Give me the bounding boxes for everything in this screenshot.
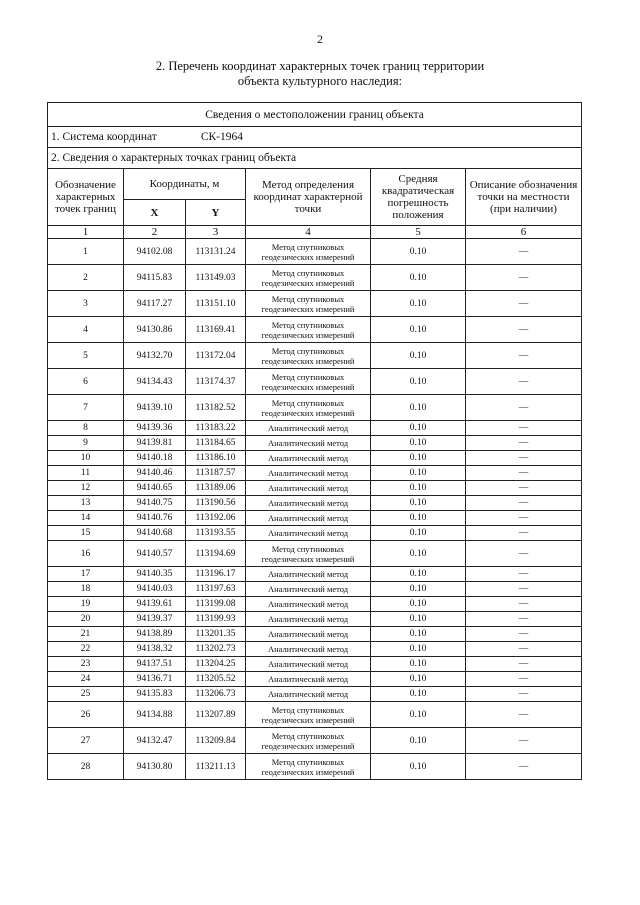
table-row	[48, 421, 582, 436]
error-value: 0.10	[371, 687, 466, 702]
table-row	[48, 672, 582, 687]
dash-mark: —	[518, 298, 529, 309]
method: Метод спутниковых геодезических измерений	[246, 317, 371, 343]
x-coordinate: 94140.57	[124, 541, 186, 567]
point-description	[466, 496, 582, 511]
x-coordinate: 94115.83	[124, 265, 186, 291]
x-coordinate: 94135.83	[124, 687, 186, 702]
error-value: 0.10	[371, 541, 466, 567]
y-coordinate: 113206.73	[186, 687, 246, 702]
point-description	[466, 451, 582, 466]
y-coordinate: 113197.63	[186, 582, 246, 597]
col-number: 3	[186, 226, 246, 239]
dash-mark: —	[518, 483, 529, 493]
dash-mark: —	[518, 689, 529, 699]
point-number: 1	[48, 239, 124, 265]
error-value: 0.10	[371, 239, 466, 265]
dash-mark: —	[518, 246, 529, 257]
error-value: 0.10	[371, 728, 466, 754]
point-description	[466, 436, 582, 451]
table-row	[48, 317, 582, 343]
error-value: 0.10	[371, 511, 466, 526]
point-number: 6	[48, 369, 124, 395]
dash-mark: —	[518, 350, 529, 361]
table-row	[48, 343, 582, 369]
point-description	[466, 597, 582, 612]
dash-mark: —	[518, 674, 529, 684]
error-value: 0.10	[371, 567, 466, 582]
header-description: Описание обозначения точки на местности (при наличии)	[466, 169, 582, 226]
table-row	[48, 496, 582, 511]
error-value: 0.10	[371, 526, 466, 541]
dash-mark: —	[518, 324, 529, 335]
point-number: 3	[48, 291, 124, 317]
points-section-label: 2. Сведения о характерных точках границ объекта	[48, 148, 582, 169]
header-y: Y	[186, 200, 246, 226]
error-value: 0.10	[371, 642, 466, 657]
title-line-1: 2. Перечень координат характерных точек границ территории	[155, 59, 485, 73]
method: Аналитический метод	[246, 612, 371, 627]
dash-mark: —	[518, 584, 529, 594]
method: Аналитический метод	[246, 466, 371, 481]
point-description	[466, 657, 582, 672]
y-coordinate: 113205.52	[186, 672, 246, 687]
y-coordinate: 113182.52	[186, 395, 246, 421]
point-description	[466, 239, 582, 265]
point-number: 21	[48, 627, 124, 642]
method: Метод спутниковых геодезических измерений	[246, 754, 371, 780]
y-coordinate: 113204.25	[186, 657, 246, 672]
coord-system-value: СК-1964	[200, 131, 244, 143]
table-row	[48, 291, 582, 317]
table-row	[48, 239, 582, 265]
table-row	[48, 642, 582, 657]
error-value: 0.10	[371, 627, 466, 642]
col-number: 1	[48, 226, 124, 239]
dash-mark: —	[518, 402, 529, 413]
method: Метод спутниковых геодезических измерений	[246, 369, 371, 395]
point-number: 20	[48, 612, 124, 627]
table-row	[48, 597, 582, 612]
point-number: 15	[48, 526, 124, 541]
col-number: 4	[246, 226, 371, 239]
point-description	[466, 567, 582, 582]
point-description	[466, 672, 582, 687]
point-number: 12	[48, 481, 124, 496]
table-row	[48, 395, 582, 421]
point-description	[466, 466, 582, 481]
point-number: 25	[48, 687, 124, 702]
point-number: 10	[48, 451, 124, 466]
dash-mark: —	[518, 659, 529, 669]
x-coordinate: 94138.89	[124, 627, 186, 642]
point-description	[466, 511, 582, 526]
table-row	[48, 436, 582, 451]
error-value: 0.10	[371, 291, 466, 317]
coord-system-label: 1. Система координат	[51, 131, 157, 143]
error-value: 0.10	[371, 317, 466, 343]
point-description	[466, 421, 582, 436]
x-coordinate: 94140.65	[124, 481, 186, 496]
dash-mark: —	[518, 614, 529, 624]
point-number: 7	[48, 395, 124, 421]
x-coordinate: 94140.75	[124, 496, 186, 511]
method: Аналитический метод	[246, 597, 371, 612]
x-coordinate: 94139.36	[124, 421, 186, 436]
page-number: 2	[317, 32, 323, 46]
x-coordinate: 94138.32	[124, 642, 186, 657]
table-row	[48, 481, 582, 496]
coord-system-row	[48, 127, 582, 148]
dash-mark: —	[518, 735, 529, 746]
dash-mark: —	[518, 376, 529, 387]
error-value: 0.10	[371, 395, 466, 421]
point-number: 22	[48, 642, 124, 657]
point-description	[466, 291, 582, 317]
x-coordinate: 94134.43	[124, 369, 186, 395]
error-value: 0.10	[371, 265, 466, 291]
method: Аналитический метод	[246, 567, 371, 582]
method: Метод спутниковых геодезических измерений	[246, 395, 371, 421]
method: Аналитический метод	[246, 657, 371, 672]
dash-mark: —	[518, 599, 529, 609]
point-number: 14	[48, 511, 124, 526]
table-row	[48, 687, 582, 702]
y-coordinate: 113131.24	[186, 239, 246, 265]
method: Метод спутниковых геодезических измерений	[246, 702, 371, 728]
point-description	[466, 317, 582, 343]
dash-mark: —	[518, 548, 529, 559]
y-coordinate: 113172.04	[186, 343, 246, 369]
error-value: 0.10	[371, 466, 466, 481]
method: Аналитический метод	[246, 421, 371, 436]
table-row	[48, 582, 582, 597]
y-coordinate: 113149.03	[186, 265, 246, 291]
method: Аналитический метод	[246, 496, 371, 511]
point-description	[466, 687, 582, 702]
x-coordinate: 94102.08	[124, 239, 186, 265]
error-value: 0.10	[371, 481, 466, 496]
error-value: 0.10	[371, 702, 466, 728]
table-row	[48, 728, 582, 754]
method: Аналитический метод	[246, 672, 371, 687]
section-title: Сведения о местоположении границ объекта	[48, 103, 582, 127]
y-coordinate: 113174.37	[186, 369, 246, 395]
point-number: 28	[48, 754, 124, 780]
y-coordinate: 113183.22	[186, 421, 246, 436]
dash-mark: —	[518, 423, 529, 433]
table-row	[48, 541, 582, 567]
table-row	[48, 612, 582, 627]
point-number: 19	[48, 597, 124, 612]
point-number: 24	[48, 672, 124, 687]
x-coordinate: 94134.88	[124, 702, 186, 728]
y-coordinate: 113196.17	[186, 567, 246, 582]
header-error: Средняя квадратическая погрешность положения	[371, 169, 466, 226]
error-value: 0.10	[371, 369, 466, 395]
y-coordinate: 113199.08	[186, 597, 246, 612]
dash-mark: —	[518, 709, 529, 720]
error-value: 0.10	[371, 582, 466, 597]
y-coordinate: 113184.65	[186, 436, 246, 451]
dash-mark: —	[518, 761, 529, 772]
x-coordinate: 94140.68	[124, 526, 186, 541]
table-row	[48, 265, 582, 291]
point-number: 27	[48, 728, 124, 754]
x-coordinate: 94139.10	[124, 395, 186, 421]
method: Метод спутниковых геодезических измерений	[246, 265, 371, 291]
x-coordinate: 94132.47	[124, 728, 186, 754]
method: Метод спутниковых геодезических измерений	[246, 291, 371, 317]
table-row	[48, 567, 582, 582]
method: Аналитический метод	[246, 642, 371, 657]
error-value: 0.10	[371, 612, 466, 627]
table-row	[48, 526, 582, 541]
error-value: 0.10	[371, 451, 466, 466]
table-row	[48, 451, 582, 466]
dash-mark: —	[518, 498, 529, 508]
y-coordinate: 113201.35	[186, 627, 246, 642]
method: Метод спутниковых геодезических измерений	[246, 343, 371, 369]
point-description	[466, 541, 582, 567]
dash-mark: —	[518, 513, 529, 523]
method: Аналитический метод	[246, 436, 371, 451]
y-coordinate: 113193.55	[186, 526, 246, 541]
table-row	[48, 369, 582, 395]
x-coordinate: 94139.81	[124, 436, 186, 451]
dash-mark: —	[518, 272, 529, 283]
header-coordinates: Координаты, м	[124, 169, 246, 200]
y-coordinate: 113199.93	[186, 612, 246, 627]
method: Аналитический метод	[246, 582, 371, 597]
col-number: 6	[466, 226, 582, 239]
table-row	[48, 702, 582, 728]
point-number: 16	[48, 541, 124, 567]
col-number: 5	[371, 226, 466, 239]
point-number: 9	[48, 436, 124, 451]
point-description	[466, 612, 582, 627]
table-row	[48, 466, 582, 481]
coordinates-table	[47, 102, 582, 780]
header-method: Метод определения координат характерной точки	[246, 169, 371, 226]
x-coordinate: 94140.46	[124, 466, 186, 481]
method: Аналитический метод	[246, 526, 371, 541]
error-value: 0.10	[371, 496, 466, 511]
y-coordinate: 113192.06	[186, 511, 246, 526]
x-coordinate: 94140.03	[124, 582, 186, 597]
x-coordinate: 94139.61	[124, 597, 186, 612]
point-description	[466, 754, 582, 780]
x-coordinate: 94117.27	[124, 291, 186, 317]
dash-mark: —	[518, 438, 529, 448]
dash-mark: —	[518, 528, 529, 538]
error-value: 0.10	[371, 754, 466, 780]
point-number: 4	[48, 317, 124, 343]
point-description	[466, 728, 582, 754]
point-description	[466, 627, 582, 642]
point-description	[466, 526, 582, 541]
x-coordinate: 94139.37	[124, 612, 186, 627]
method: Аналитический метод	[246, 511, 371, 526]
error-value: 0.10	[371, 657, 466, 672]
header-x: X	[124, 200, 186, 226]
point-number: 2	[48, 265, 124, 291]
point-description	[466, 265, 582, 291]
dash-mark: —	[518, 468, 529, 478]
point-description	[466, 395, 582, 421]
x-coordinate: 94130.86	[124, 317, 186, 343]
method: Аналитический метод	[246, 627, 371, 642]
y-coordinate: 113211.13	[186, 754, 246, 780]
x-coordinate: 94137.51	[124, 657, 186, 672]
y-coordinate: 113169.41	[186, 317, 246, 343]
point-number: 17	[48, 567, 124, 582]
error-value: 0.10	[371, 343, 466, 369]
x-coordinate: 94140.18	[124, 451, 186, 466]
point-description	[466, 481, 582, 496]
dash-mark: —	[518, 453, 529, 463]
point-number: 8	[48, 421, 124, 436]
table-row	[48, 754, 582, 780]
y-coordinate: 113151.10	[186, 291, 246, 317]
error-value: 0.10	[371, 436, 466, 451]
point-description	[466, 343, 582, 369]
x-coordinate: 94140.76	[124, 511, 186, 526]
y-coordinate: 113189.06	[186, 481, 246, 496]
point-description	[466, 702, 582, 728]
x-coordinate: 94130.80	[124, 754, 186, 780]
col-number: 2	[124, 226, 186, 239]
point-number: 18	[48, 582, 124, 597]
x-coordinate: 94140.35	[124, 567, 186, 582]
table-row	[48, 627, 582, 642]
title-line-2: объекта культурного наследия:	[237, 74, 403, 88]
dash-mark: —	[518, 629, 529, 639]
y-coordinate: 113194.69	[186, 541, 246, 567]
y-coordinate: 113207.89	[186, 702, 246, 728]
dash-mark: —	[518, 644, 529, 654]
y-coordinate: 113190.56	[186, 496, 246, 511]
y-coordinate: 113187.57	[186, 466, 246, 481]
point-number: 23	[48, 657, 124, 672]
y-coordinate: 113209.84	[186, 728, 246, 754]
x-coordinate: 94136.71	[124, 672, 186, 687]
x-coordinate: 94132.70	[124, 343, 186, 369]
document-title	[60, 59, 580, 89]
method: Метод спутниковых геодезических измерений	[246, 239, 371, 265]
point-description	[466, 369, 582, 395]
method: Метод спутниковых геодезических измерений	[246, 728, 371, 754]
y-coordinate: 113202.73	[186, 642, 246, 657]
point-number: 11	[48, 466, 124, 481]
point-description	[466, 582, 582, 597]
table-row	[48, 657, 582, 672]
method: Метод спутниковых геодезических измерений	[246, 541, 371, 567]
method: Аналитический метод	[246, 451, 371, 466]
error-value: 0.10	[371, 597, 466, 612]
method: Аналитический метод	[246, 687, 371, 702]
point-number: 26	[48, 702, 124, 728]
y-coordinate: 113186.10	[186, 451, 246, 466]
dash-mark: —	[518, 569, 529, 579]
header-designation: Обозначение характерных точек границ	[48, 169, 124, 226]
method: Аналитический метод	[246, 481, 371, 496]
point-number: 5	[48, 343, 124, 369]
point-number: 13	[48, 496, 124, 511]
error-value: 0.10	[371, 672, 466, 687]
table-row	[48, 511, 582, 526]
point-description	[466, 642, 582, 657]
error-value: 0.10	[371, 421, 466, 436]
